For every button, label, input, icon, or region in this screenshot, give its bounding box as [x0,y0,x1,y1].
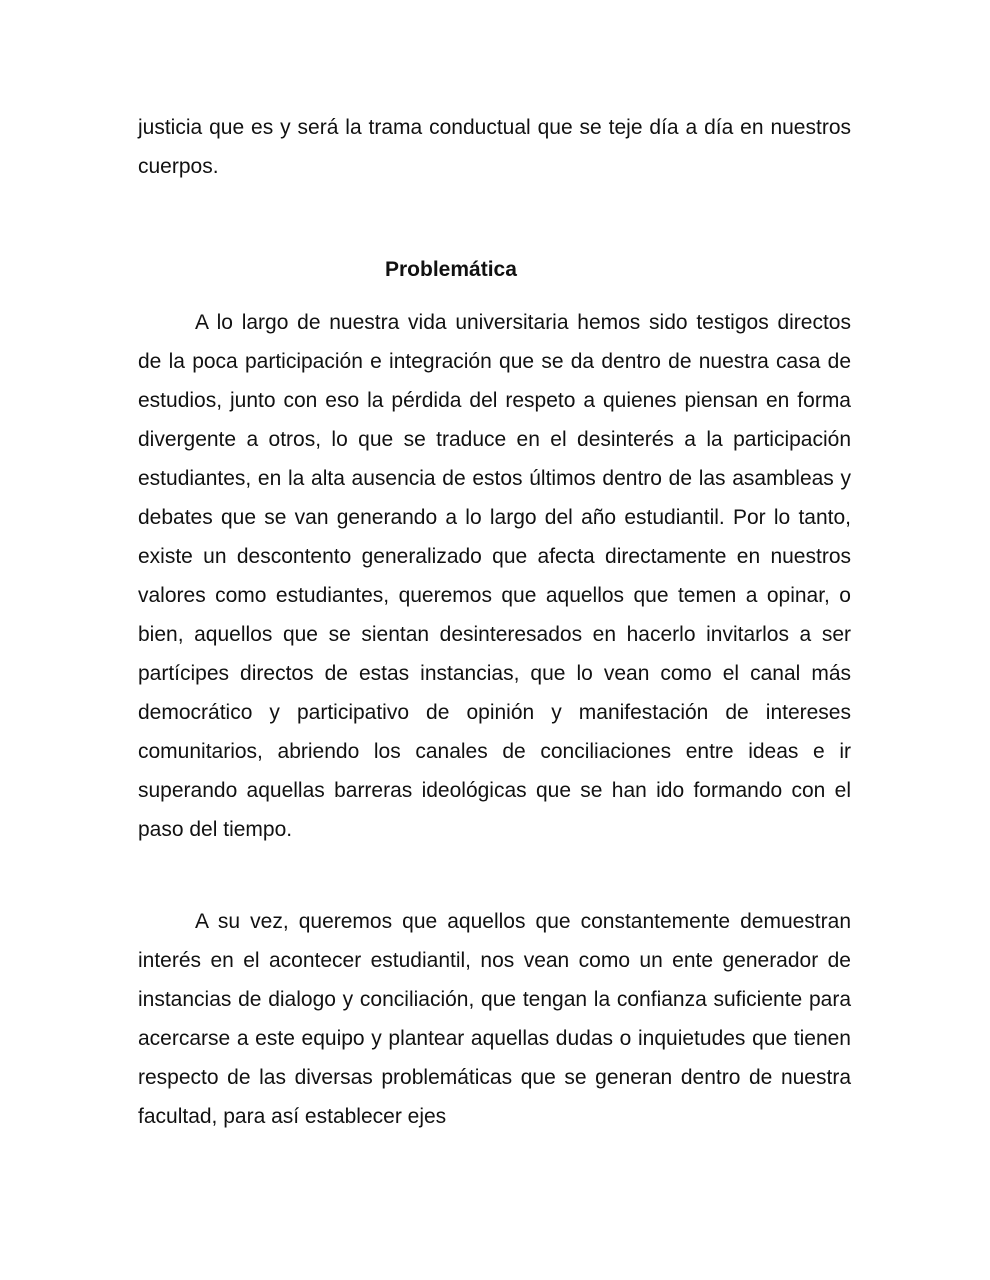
section-heading: Problemática [385,258,517,281]
body-paragraph-2: A su vez, queremos que aquellos que constantemente demuestran interés en el acontecer estudiantil, nos vean como un ente generador de instancias de dialogo y conciliación, que tengan la confianza suficiente para acercarse a este equipo y plantear aquellas dudas o inquietudes que tienen respecto de las diversas problemáticas que se generan dentro de nuestra facultad, para así establecer ejes [138,910,851,1128]
body-paragraph-1: A lo largo de nuestra vida universitaria hemos sido testigos directos de la poca participación e integración que se da dentro de nuestra casa de estudios, junto con eso la pérdida del respeto a quienes piensan en forma divergente a otros, lo que se traduce en el desinterés a la participación estudiantes, en la alta ausencia de estos últimos dentro de las asambleas y debates que se van generando a lo largo del año estudiantil. Por lo tanto, existe un descontento generalizado que afecta directamente en nuestros valores como estudiantes, queremos que aquellos que temen a opinar, o bien, aquellos que se sientan desinteresados en hacerlo invitarlos a ser partícipes directos de estas instancias, que lo vean como el canal más democrático y participativo de opinión y manifestación de intereses comunitarios, abriendo los canales de conciliaciones entre ideas e ir superando aquellas barreras ideológicas que se han ido formando con el paso del tiempo. [138,311,851,841]
continuation-paragraph: justicia que es y será la trama conductual que se teje día a día en nuestros cuerpos. [138,116,851,178]
